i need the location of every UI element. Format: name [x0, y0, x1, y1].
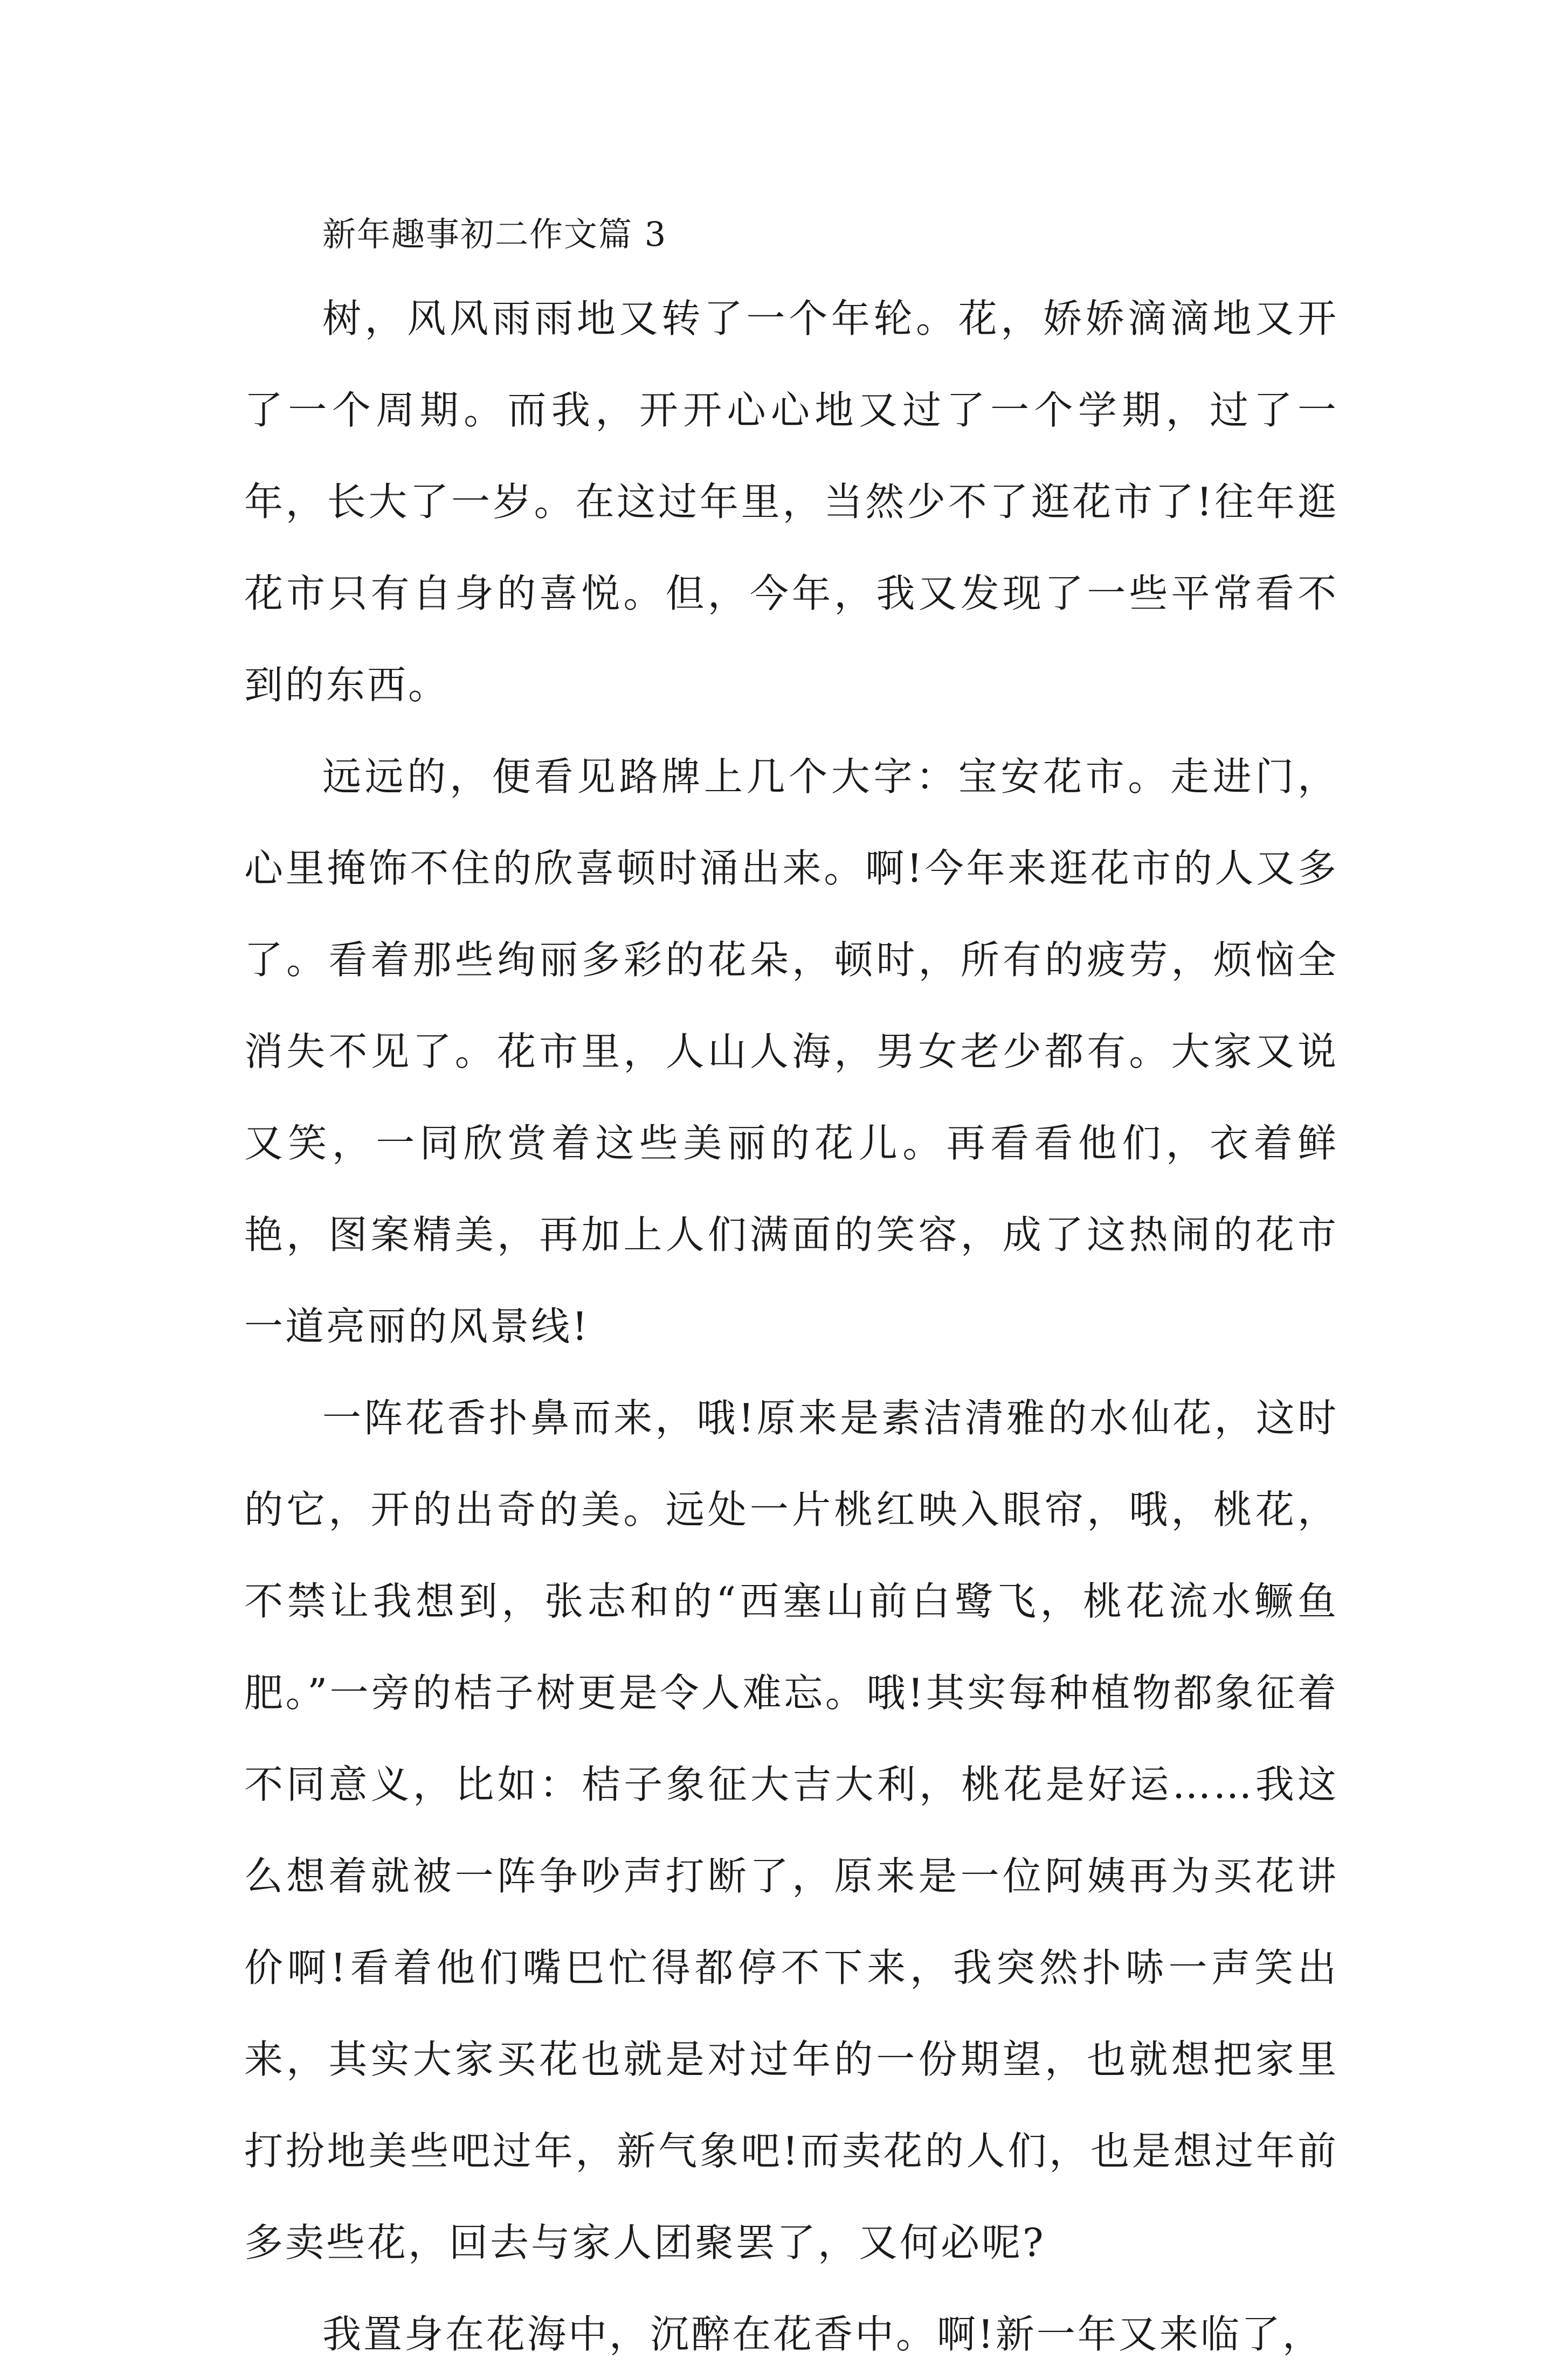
paragraph-4: 我置身在花海中，沉醉在花香中。啊!新一年又来临了， — [322, 2312, 1323, 2357]
paragraph-3: 一阵花香扑鼻而来，哦!原来是素洁清雅的水仙花，这时的它，开的出奇的美。远处一片桃红映入眼帘，哦，桃花，不禁让我想到，张志和的“西塞山前白鹭飞，桃花流水鳜鱼肥。”一旁的桔子树更是令人难忘。哦!其实每种植物都象征着不同意义，比如：桔子象征大吉大利，桃花是好运……我这么想着就被一阵争吵声打断了，原来是一位阿姨再为买花讲价啊!看着他们嘴巴忙得都停不下来，我突然扑哧一声笑出来，其实大家买花也就是对过年的一份期望，也就想把家里打扮地美些吧过年，新气象吧!而卖花的人们，也是想过年前多卖些花，回去与家人团聚罢了，又何必呢? — [244, 1395, 1338, 2265]
essay-title: 新年趣事初二作文篇 3 — [322, 215, 667, 254]
paragraph-1: 树，风风雨雨地又转了一个年轮。花，娇娇滴滴地又开了一个周期。而我，开开心心地又过了一个学期，过了一年，长大了一岁。在这过年里，当然少不了逛花市了!往年逛花市只有自身的喜悦。但，今年，我又发现了一些平常看不到的东西。 — [244, 296, 1338, 708]
paragraph-2: 远远的，便看见路牌上几个大字：宝安花市。走进门，心里掩饰不住的欣喜顿时涌出来。啊!今年来逛花市的人又多了。看着那些绚丽多彩的花朵，顿时，所有的疲劳，烦恼全消失不见了。花市里，人山人海，男女老少都有。大家又说又笑，一同欣赏着这些美丽的花儿。再看看他们，衣着鲜艳，图案精美，再加上人们满面的笑容，成了这热闹的花市一道亮丽的风景线! — [244, 754, 1338, 1349]
document-body — [244, 210, 1338, 2380]
